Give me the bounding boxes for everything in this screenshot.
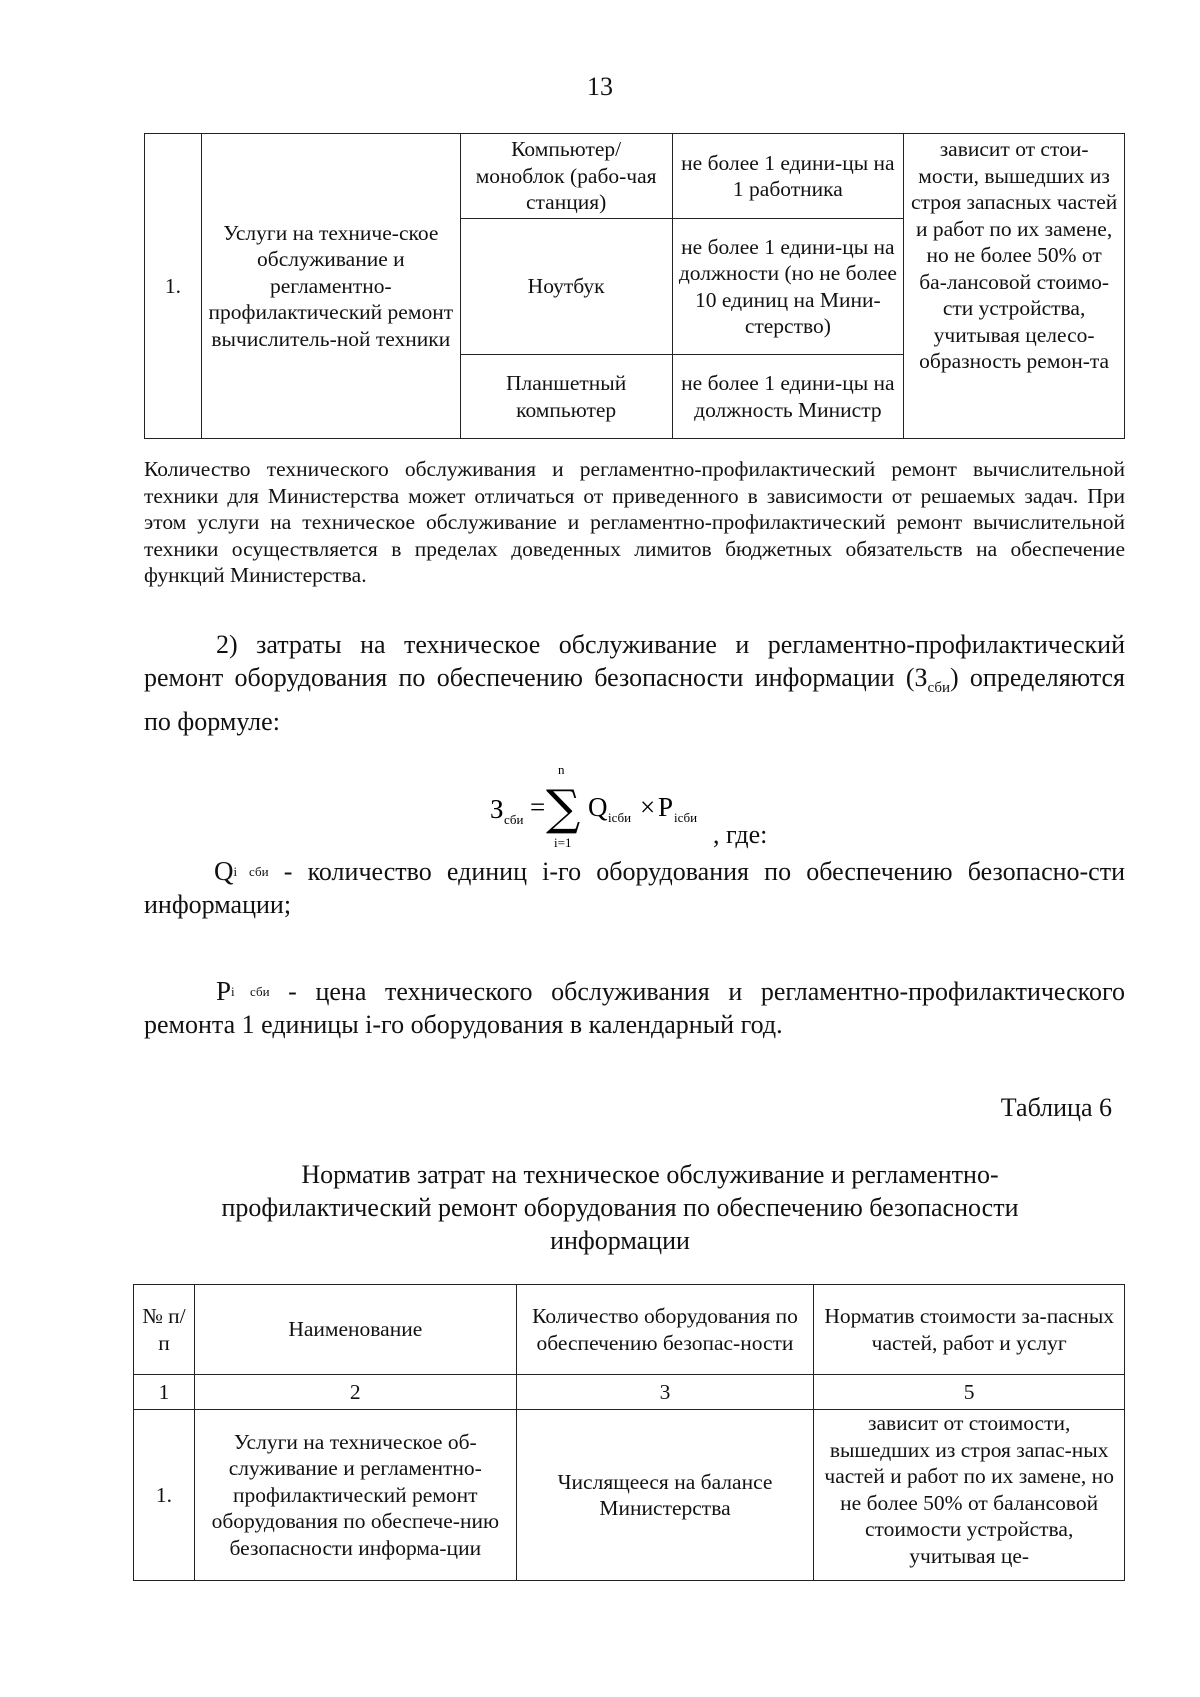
table-title-line-2: профилактический ремонт оборудования по обеспечению безопасности bbox=[221, 1193, 1019, 1222]
formula-lhs-sub: сби bbox=[504, 812, 524, 827]
item-2-tail: ) определяются по формуле: bbox=[144, 663, 1126, 737]
quantity-cell: не более 1 едини-цы на должности (но не более 10 единиц на Мини-стерство) bbox=[672, 219, 904, 355]
q-symbol: Q bbox=[214, 856, 234, 886]
row-number: 1. bbox=[134, 1410, 195, 1581]
column-number: 5 bbox=[814, 1375, 1125, 1410]
header-number: № п/п bbox=[134, 1285, 195, 1375]
formula-sigma: ∑ bbox=[546, 780, 581, 836]
p-definition-text: - цена технического обслуживания и регламентно-профилактического ремонта 1 единицы i-го оборудования в календарный год. bbox=[144, 977, 1125, 1039]
header-cost: Норматив стоимости за-пасных частей, работ и услуг bbox=[814, 1285, 1125, 1375]
column-number: 1 bbox=[134, 1375, 195, 1410]
device-cell: Ноутбук bbox=[460, 219, 672, 355]
device-cell: Компьютер/ моноблок (рабо-чая станция) bbox=[460, 134, 672, 219]
cost-norm-cell: зависит от стои-мости, вышедших из строя запасных частей и работ по их замене, но не более 50% от ба-лансовой стоимо-сти устройства, учитывая целесо-образность ремон-та bbox=[904, 134, 1125, 439]
note-paragraph: Количество технического обслуживания и регламентно-профилактический ремонт вычислительной техники для Министерства может отличаться от приведенного в зависимости от решаемых задач. При этом услуги на техническое обслуживание и регламентно-профилактический ремонт вычислительной техники осуществляется в пределах доведенных лимитов бюджетных обязательств на обеспечение функций Министерства. bbox=[144, 457, 1125, 587]
device-cell: Планшетный компьютер bbox=[460, 355, 672, 439]
item-2-lead-sub: сби bbox=[927, 680, 951, 697]
q-symbol-sub: i сби bbox=[233, 864, 269, 879]
p-symbol: P bbox=[216, 976, 232, 1006]
column-number: 3 bbox=[516, 1375, 814, 1410]
q-definition-text: - количество единиц i-го оборудования по обеспечению безопасно-сти информации; bbox=[144, 857, 1125, 919]
p-definition bbox=[144, 975, 1125, 1041]
service-name: Услуги на техниче-ское обслуживание и регламентно-профилактический ремонт вычислитель-ной техники bbox=[201, 134, 460, 439]
p-symbol-sub: i сби bbox=[231, 984, 270, 999]
table-title-line-1: Норматив затрат на техническое обслуживание и регламентно- bbox=[301, 1160, 999, 1189]
formula-lhs: З bbox=[490, 794, 504, 824]
page-number: 13 bbox=[587, 72, 613, 101]
formula-q: Q bbox=[588, 792, 608, 822]
formula-p: P bbox=[658, 792, 674, 822]
row-cost: зависит от стоимости, вышедших из строя запас-ных частей и работ по их замене, но не более 50% от балансовой стоимости устройства, учитывая це- bbox=[814, 1410, 1125, 1581]
row-name: Услуги на техническое об-служивание и регламентно-профилактический ремонт оборудования по обеспече-нию безопасности информа-ции bbox=[194, 1410, 516, 1581]
formula-upper: n bbox=[558, 762, 565, 777]
column-number: 2 bbox=[194, 1375, 516, 1410]
table-title bbox=[180, 1158, 1060, 1257]
quantity-cell: не более 1 едини-цы на 1 работника bbox=[672, 134, 904, 219]
item-2-lead: 2) затраты на техническое обслуживание и регламентно-профилактический ремонт оборудования по обеспечению безопасности информации (З bbox=[144, 630, 1125, 692]
header-quantity: Количество оборудования по обеспечению безопас-ности bbox=[516, 1285, 814, 1375]
formula-where: , где: bbox=[713, 820, 768, 849]
table-computer-maintenance bbox=[144, 133, 1125, 439]
item-2-paragraph bbox=[144, 628, 1125, 738]
formula-times: × bbox=[640, 792, 656, 822]
row-number: 1. bbox=[145, 134, 202, 439]
table-security-equipment bbox=[133, 1284, 1125, 1581]
formula-q-sub: iсби bbox=[608, 810, 632, 825]
formula-eq: = bbox=[530, 792, 546, 822]
header-name: Наименование bbox=[194, 1285, 516, 1375]
quantity-cell: не более 1 едини-цы на должность Министр bbox=[672, 355, 904, 439]
row-quantity: Числящееся на балансе Министерства bbox=[516, 1410, 814, 1581]
q-definition bbox=[144, 855, 1125, 921]
formula-lower: i=1 bbox=[554, 835, 572, 850]
table-title-line-3: информации bbox=[550, 1226, 690, 1255]
formula-p-sub: iсби bbox=[674, 810, 698, 825]
table-label: Таблица 6 bbox=[1000, 1093, 1112, 1122]
